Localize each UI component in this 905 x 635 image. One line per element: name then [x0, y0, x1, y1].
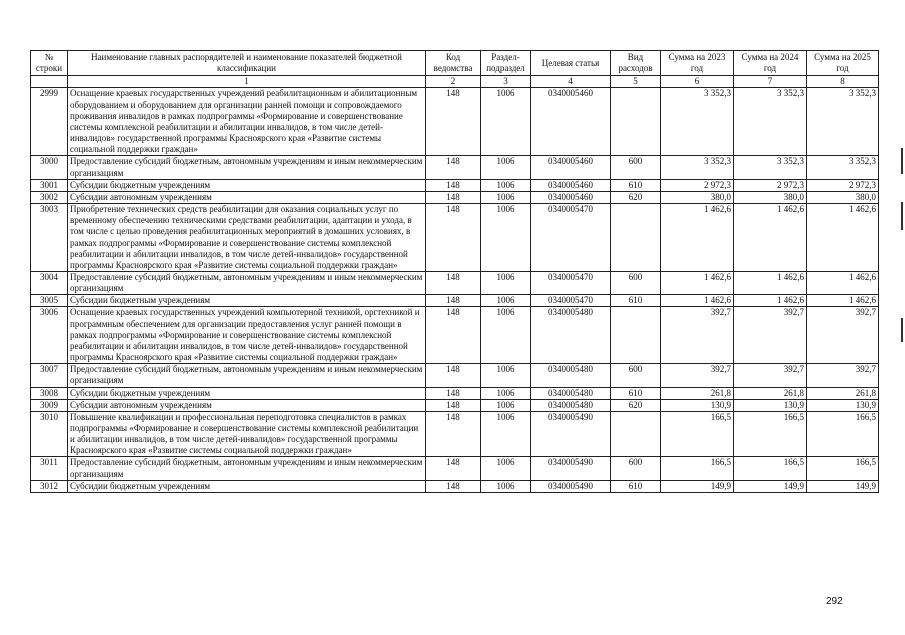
- row-section: 1006: [481, 191, 531, 203]
- table-row: [31, 179, 879, 191]
- row-section: 1006: [481, 156, 531, 179]
- row-target-item: 0340005460: [531, 191, 611, 203]
- row-sum-2023: 166,5: [661, 411, 734, 457]
- header-index: 6: [661, 76, 734, 88]
- row-target-item: 0340005470: [531, 271, 611, 294]
- row-sum-2024: 1 462,6: [734, 204, 807, 272]
- row-expense-type: 600: [611, 156, 661, 179]
- row-sum-2023: 3 352,3: [661, 88, 734, 156]
- row-sum-2025: 380,0: [807, 191, 879, 203]
- table-header: [31, 51, 879, 88]
- row-name: Предоставление субсидий бюджетным, автономным учреждениям и иным некоммерческим организациям: [68, 364, 426, 387]
- row-expense-type: [611, 411, 661, 457]
- row-number: 3008: [31, 387, 68, 399]
- row-dept-code: 148: [426, 88, 481, 156]
- row-name: Оснащение краевых государственных учреждений компьютерной техникой, оргтехникой и программным обеспечением для организации предоставления услуг ранней помощи в рамках подпрограммы «Формирование и совершенствование системы комплексной реабилитации и абилитации инвалидов, в том числе детей-инвалидов» государственной программы Красноярского края «Развитие системы социальной поддержки граждан»: [68, 307, 426, 364]
- header-sum-2024: Сумма на 2024 год: [734, 51, 807, 76]
- row-dept-code: 148: [426, 179, 481, 191]
- row-dept-code: 148: [426, 364, 481, 387]
- row-dept-code: 148: [426, 191, 481, 203]
- row-sum-2025: 392,7: [807, 364, 879, 387]
- row-target-item: 0340005490: [531, 457, 611, 480]
- row-target-item: 0340005470: [531, 295, 611, 307]
- row-dept-code: 148: [426, 271, 481, 294]
- row-expense-type: [611, 204, 661, 272]
- row-section: 1006: [481, 307, 531, 364]
- row-sum-2024: 1 462,6: [734, 295, 807, 307]
- table-row: [31, 480, 879, 492]
- header-index: 3: [481, 76, 531, 88]
- row-sum-2024: 166,5: [734, 457, 807, 480]
- row-section: 1006: [481, 411, 531, 457]
- scan-edge-mark: [901, 318, 903, 342]
- table-row: [31, 364, 879, 387]
- row-sum-2025: 1 462,6: [807, 271, 879, 294]
- row-sum-2023: 392,7: [661, 364, 734, 387]
- table-row: [31, 457, 879, 480]
- row-expense-type: 610: [611, 179, 661, 191]
- header-dept-code: Код ведомства: [426, 51, 481, 76]
- row-sum-2024: 130,9: [734, 399, 807, 411]
- row-expense-type: 600: [611, 457, 661, 480]
- row-sum-2025: 149,9: [807, 480, 879, 492]
- header-name: Наименование главных распорядителей и наименование показателей бюджетной классификации: [68, 51, 426, 76]
- row-sum-2023: 2 972,3: [661, 179, 734, 191]
- row-number: 3003: [31, 204, 68, 272]
- row-sum-2023: 380,0: [661, 191, 734, 203]
- row-name: Предоставление субсидий бюджетным, автономным учреждениям и иным некоммерческим организациям: [68, 271, 426, 294]
- row-sum-2025: 392,7: [807, 307, 879, 364]
- table-row: [31, 295, 879, 307]
- header-target-item: Целевая статья: [531, 51, 611, 76]
- row-name: Субсидии бюджетным учреждениям: [68, 387, 426, 399]
- row-target-item: 0340005460: [531, 156, 611, 179]
- row-sum-2023: 1 462,6: [661, 295, 734, 307]
- table-row: [31, 191, 879, 203]
- row-section: 1006: [481, 295, 531, 307]
- header-index: 1: [68, 76, 426, 88]
- row-sum-2025: 130,9: [807, 399, 879, 411]
- row-sum-2025: 166,5: [807, 457, 879, 480]
- row-dept-code: 148: [426, 307, 481, 364]
- header-sum-2023: Сумма на 2023 год: [661, 51, 734, 76]
- header-section: Раздел-подраздел: [481, 51, 531, 76]
- row-name: Приобретение технических средств реабилитации для оказания социальных услуг по временному обеспечению техническими средствами реабилитации, адаптации и ухода, в том числе с целью проведения реабилитационных мероприятий в домашних условиях, в рамках подпрограммы «Формирование и совершенствование системы комплексной реабилитации и абилитации инвалидов, в том числе детей-инвалидов» государственной программы Красноярского края «Развитие системы социальной поддержки граждан»: [68, 204, 426, 272]
- row-sum-2023: 1 462,6: [661, 204, 734, 272]
- row-number: 3009: [31, 399, 68, 411]
- row-number: 3006: [31, 307, 68, 364]
- header-index: 4: [531, 76, 611, 88]
- row-sum-2025: 261,8: [807, 387, 879, 399]
- row-sum-2023: 130,9: [661, 399, 734, 411]
- row-sum-2024: 392,7: [734, 364, 807, 387]
- row-sum-2024: 1 462,6: [734, 271, 807, 294]
- row-sum-2023: 392,7: [661, 307, 734, 364]
- row-section: 1006: [481, 88, 531, 156]
- row-section: 1006: [481, 364, 531, 387]
- row-dept-code: 148: [426, 399, 481, 411]
- row-name: Субсидии автономным учреждениям: [68, 191, 426, 203]
- row-expense-type: 610: [611, 295, 661, 307]
- row-sum-2023: 261,8: [661, 387, 734, 399]
- row-name: Субсидии бюджетным учреждениям: [68, 179, 426, 191]
- header-index: [31, 76, 68, 88]
- row-sum-2025: 3 352,3: [807, 88, 879, 156]
- row-dept-code: 148: [426, 204, 481, 272]
- page-number: 292: [826, 596, 843, 607]
- row-name: Оснащение краевых государственных учреждений реабилитационным и абилитационным оборудованием и оборудованием для организации ранней помощи и сопровождаемого проживания инвалидов в рамках подпрограммы «Формирование и совершенствование системы комплексной реабилитации и абилитации инвалидов, в том числе детей-инвалидов» государственной программы Красноярского края «Развитие системы социальной поддержки граждан»: [68, 88, 426, 156]
- row-target-item: 0340005480: [531, 307, 611, 364]
- table-row: [31, 88, 879, 156]
- header-row-number: № строки: [31, 51, 68, 76]
- row-sum-2025: 3 352,3: [807, 156, 879, 179]
- row-expense-type: 610: [611, 480, 661, 492]
- row-sum-2025: 166,5: [807, 411, 879, 457]
- row-name: Субсидии автономным учреждениям: [68, 399, 426, 411]
- row-section: 1006: [481, 387, 531, 399]
- row-number: 3000: [31, 156, 68, 179]
- header-row: [31, 51, 879, 76]
- row-target-item: 0340005480: [531, 364, 611, 387]
- row-sum-2025: 1 462,6: [807, 204, 879, 272]
- row-section: 1006: [481, 399, 531, 411]
- row-target-item: 0340005480: [531, 387, 611, 399]
- row-expense-type: 620: [611, 399, 661, 411]
- row-number: 3005: [31, 295, 68, 307]
- row-number: 3011: [31, 457, 68, 480]
- row-number: 3001: [31, 179, 68, 191]
- table-row: [31, 271, 879, 294]
- row-expense-type: 610: [611, 387, 661, 399]
- row-expense-type: [611, 88, 661, 156]
- row-sum-2024: 3 352,3: [734, 88, 807, 156]
- table-row: [31, 387, 879, 399]
- row-sum-2024: 2 972,3: [734, 179, 807, 191]
- row-number: 3007: [31, 364, 68, 387]
- row-expense-type: [611, 307, 661, 364]
- row-number: 3010: [31, 411, 68, 457]
- row-sum-2024: 3 352,3: [734, 156, 807, 179]
- row-sum-2025: 2 972,3: [807, 179, 879, 191]
- header-expense-type: Вид расходов: [611, 51, 661, 76]
- row-dept-code: 148: [426, 480, 481, 492]
- row-number: 3004: [31, 271, 68, 294]
- table-row: [31, 399, 879, 411]
- row-dept-code: 148: [426, 457, 481, 480]
- row-section: 1006: [481, 179, 531, 191]
- row-target-item: 0340005460: [531, 179, 611, 191]
- row-name: Субсидии бюджетным учреждениям: [68, 480, 426, 492]
- row-sum-2024: 149,9: [734, 480, 807, 492]
- row-target-item: 0340005460: [531, 88, 611, 156]
- row-section: 1006: [481, 480, 531, 492]
- row-target-item: 0340005490: [531, 480, 611, 492]
- budget-table: [30, 50, 879, 493]
- row-dept-code: 148: [426, 411, 481, 457]
- header-sum-2025: Сумма на 2025 год: [807, 51, 879, 76]
- row-name: Предоставление субсидий бюджетным, автономным учреждениям и иным некоммерческим организациям: [68, 457, 426, 480]
- row-number: 3012: [31, 480, 68, 492]
- row-sum-2023: 166,5: [661, 457, 734, 480]
- row-name: Субсидии бюджетным учреждениям: [68, 295, 426, 307]
- row-sum-2023: 149,9: [661, 480, 734, 492]
- row-sum-2024: 166,5: [734, 411, 807, 457]
- row-dept-code: 148: [426, 387, 481, 399]
- scan-edge-mark: [901, 148, 903, 174]
- header-index: 2: [426, 76, 481, 88]
- header-index-row: [31, 76, 879, 88]
- table-row: [31, 307, 879, 364]
- table-row: [31, 411, 879, 457]
- row-target-item: 0340005470: [531, 204, 611, 272]
- row-target-item: 0340005490: [531, 411, 611, 457]
- row-section: 1006: [481, 271, 531, 294]
- row-sum-2024: 261,8: [734, 387, 807, 399]
- row-sum-2023: 1 462,6: [661, 271, 734, 294]
- row-name: Повышение квалификации и профессиональная переподготовка специалистов в рамках подпрограммы «Формирование и совершенствование системы комплексной реабилитации и абилитации инвалидов, в том числе детей-инвалидов» государственной программы Красноярского края «Развитие системы социальной поддержки граждан»: [68, 411, 426, 457]
- row-number: 3002: [31, 191, 68, 203]
- row-sum-2024: 380,0: [734, 191, 807, 203]
- row-section: 1006: [481, 204, 531, 272]
- row-expense-type: 620: [611, 191, 661, 203]
- row-name: Предоставление субсидий бюджетным, автономным учреждениям и иным некоммерческим организациям: [68, 156, 426, 179]
- row-sum-2025: 1 462,6: [807, 295, 879, 307]
- row-expense-type: 600: [611, 271, 661, 294]
- row-dept-code: 148: [426, 156, 481, 179]
- header-index: 7: [734, 76, 807, 88]
- table-row: [31, 156, 879, 179]
- table-body: [31, 88, 879, 492]
- table-row: [31, 204, 879, 272]
- header-index: 5: [611, 76, 661, 88]
- row-dept-code: 148: [426, 295, 481, 307]
- row-target-item: 0340005480: [531, 399, 611, 411]
- row-number: 2999: [31, 88, 68, 156]
- row-sum-2024: 392,7: [734, 307, 807, 364]
- row-expense-type: 600: [611, 364, 661, 387]
- scan-edge-mark: [901, 202, 903, 230]
- row-section: 1006: [481, 457, 531, 480]
- header-index: 8: [807, 76, 879, 88]
- row-sum-2023: 3 352,3: [661, 156, 734, 179]
